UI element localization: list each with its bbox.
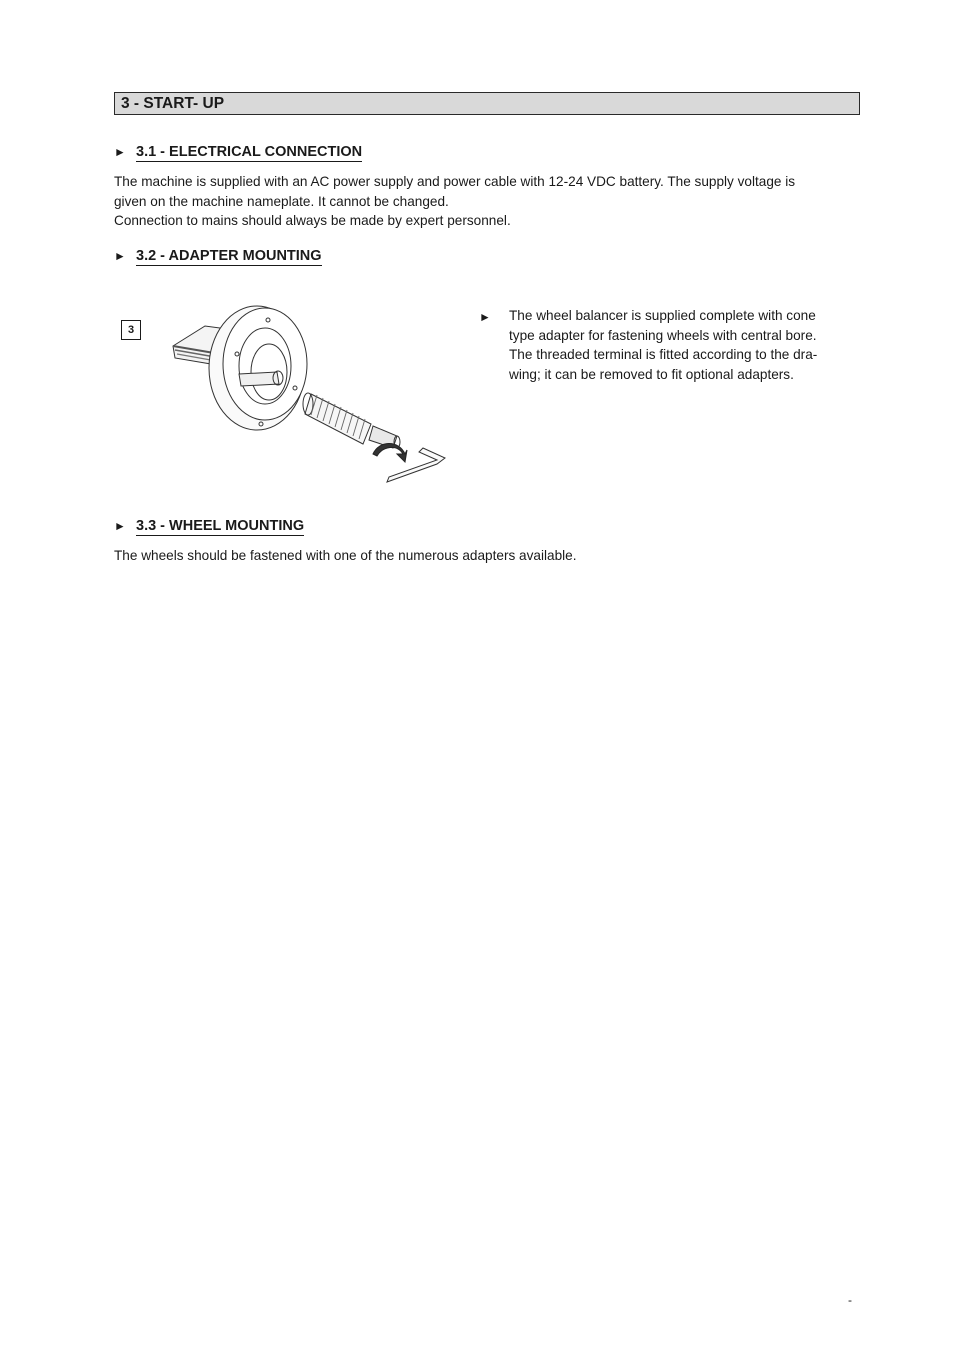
electrical-paragraph (114, 172, 849, 231)
subsection-adapter-heading (114, 247, 322, 265)
arrow-icon: ► (114, 249, 126, 263)
subsection-title: 3.3 - WHEEL MOUNTING (136, 518, 305, 534)
arrow-icon: ► (114, 145, 126, 159)
description-line: The wheel balancer is supplied complete with cone (509, 308, 816, 323)
arrow-icon: ► (114, 519, 126, 533)
subsection-title: 3.1 - ELECTRICAL CONNECTION (136, 144, 363, 160)
bullet-arrow-icon: ► (479, 310, 491, 324)
subsection-electrical-heading (114, 143, 362, 161)
adapter-description (509, 306, 843, 384)
wheel-paragraph: The wheels should be fastened with one of the numerous adapters available. (114, 548, 577, 563)
paragraph-line: The machine is supplied with an AC power supply and power cable with 12-24 VDC battery. The supply voltage is (114, 174, 796, 189)
description-line: wing; it can be removed to fit optional adapters. (509, 366, 794, 382)
description-line: type adapter for fastening wheels with central bore. (509, 327, 817, 343)
paragraph-line: Connection to mains should always be made by expert personnel. (114, 213, 511, 228)
figure-number: 3 (121, 320, 141, 340)
page-footer-mark: - (848, 1293, 852, 1307)
description-line: The threaded terminal is fitted according to the dra- (509, 347, 818, 362)
subsection-wheel-heading (114, 517, 304, 535)
section-heading: 3 - START- UP (114, 92, 860, 115)
subsection-title: 3.2 - ADAPTER MOUNTING (136, 248, 322, 264)
paragraph-line: given on the machine nameplate. It cannot be changed. (114, 193, 449, 209)
adapter-mounting-illustration (165, 296, 450, 488)
